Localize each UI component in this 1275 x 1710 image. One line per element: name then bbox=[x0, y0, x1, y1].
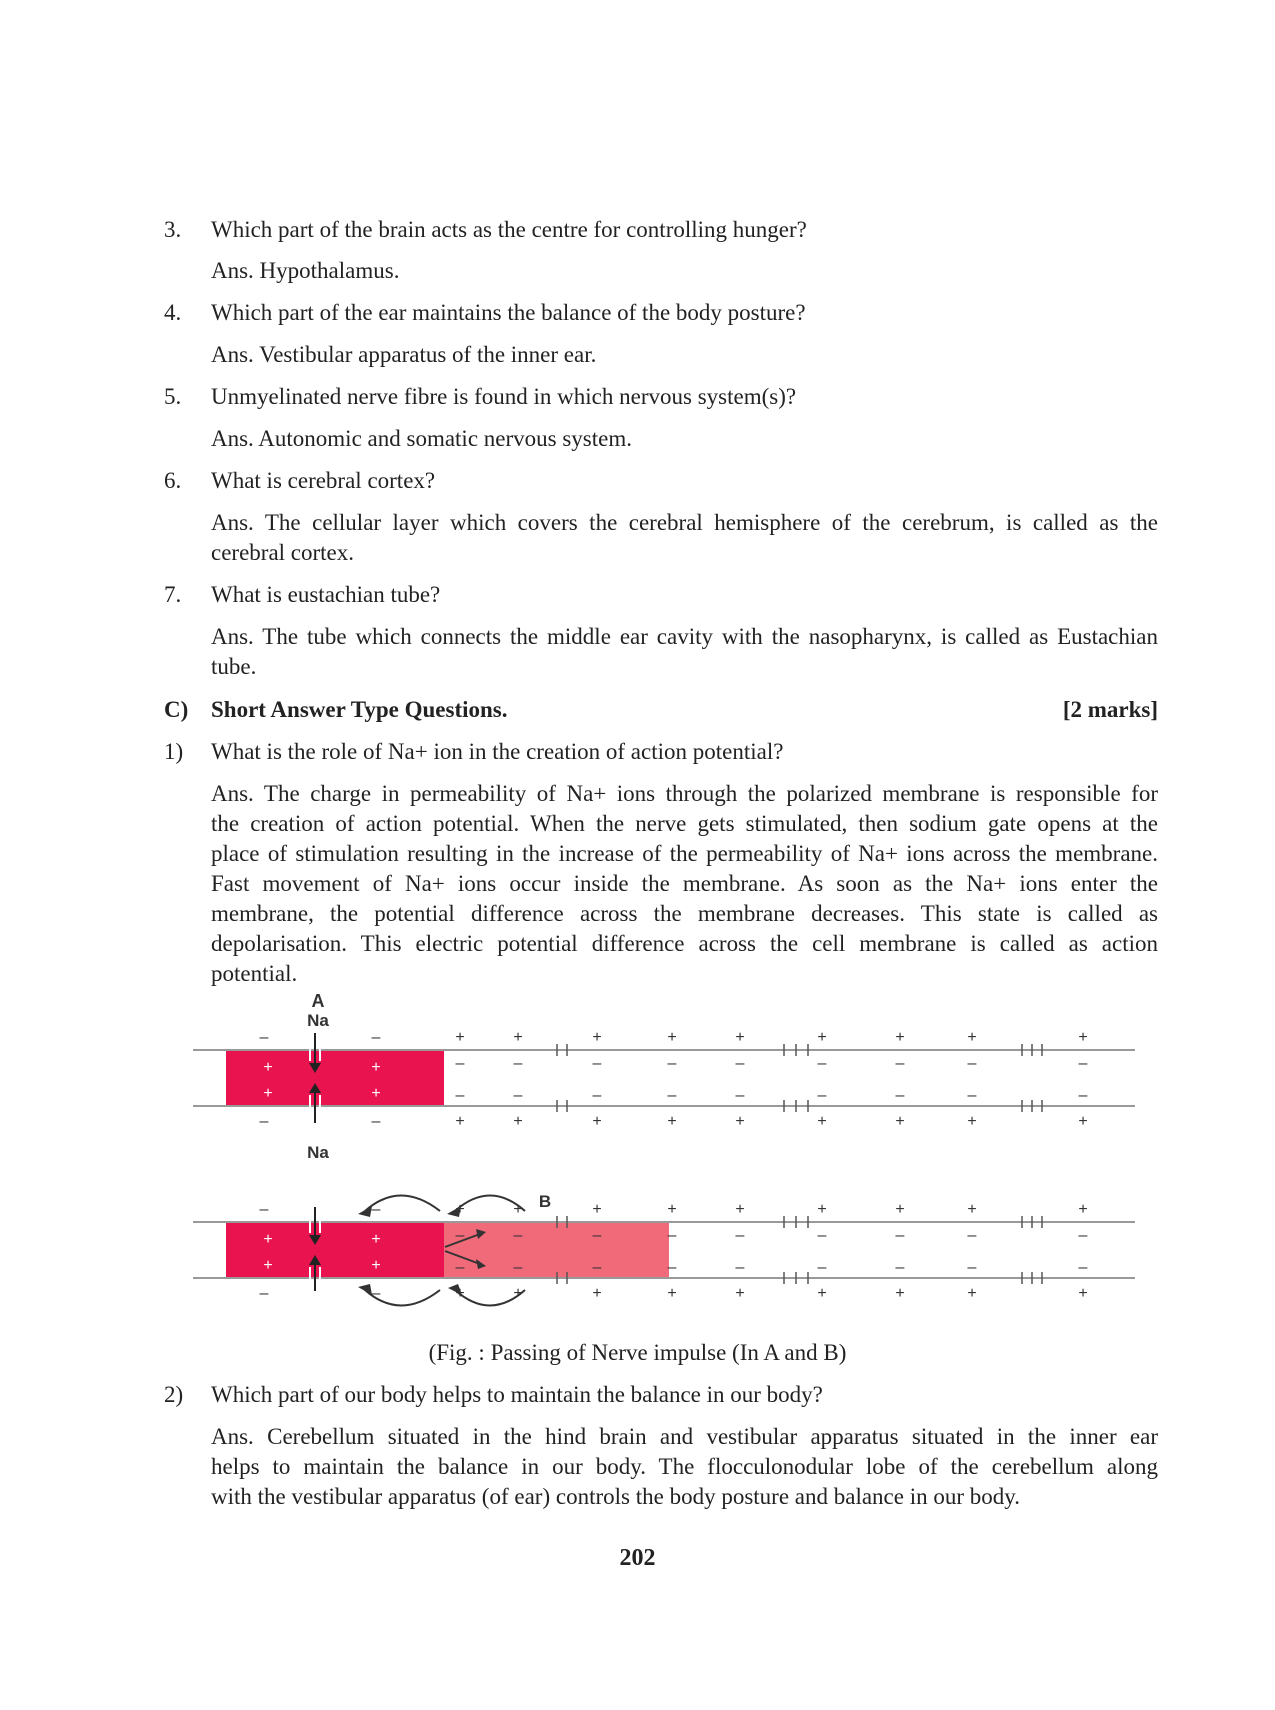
minus-sign: – bbox=[259, 1201, 269, 1218]
plus-sign: + bbox=[1078, 1029, 1088, 1046]
minus-sign: – bbox=[513, 1227, 523, 1244]
plus-sign: + bbox=[735, 1113, 745, 1130]
figure-caption: (Fig. : Passing of Nerve impulse (In A and B) bbox=[428, 1340, 847, 1365]
plus-sign: + bbox=[1078, 1285, 1088, 1302]
minus-sign: – bbox=[592, 1227, 602, 1244]
question-text: Unmyelinated nerve fibre is found in which nervous system(s)? bbox=[211, 384, 797, 409]
minus-sign: – bbox=[592, 1259, 602, 1276]
minus-sign: – bbox=[895, 1087, 905, 1104]
depolarized-region-b bbox=[226, 1222, 444, 1278]
figure-part-b bbox=[193, 1192, 1135, 1306]
plus-sign: + bbox=[895, 1113, 905, 1130]
minus-sign: – bbox=[592, 1055, 602, 1072]
answer-line: membrane, the potential difference across the membrane decreases. This state is called as bbox=[211, 901, 1158, 926]
question-text: Which part of the brain acts as the centre for controlling hunger? bbox=[211, 217, 807, 242]
minus-sign: – bbox=[967, 1055, 977, 1072]
plus-sign: + bbox=[1078, 1113, 1088, 1130]
plus-sign: + bbox=[455, 1201, 465, 1218]
nerve-impulse-figure bbox=[0, 985, 1275, 1335]
question-text: What is cerebral cortex? bbox=[211, 468, 436, 493]
question-text: What is the role of Na+ ion in the creation of action potential? bbox=[211, 739, 784, 764]
label-na-bottom: Na bbox=[307, 1143, 329, 1162]
minus-sign: – bbox=[455, 1055, 465, 1072]
plus-sign: + bbox=[371, 1085, 381, 1102]
plus-sign: + bbox=[513, 1029, 523, 1046]
section-title: Short Answer Type Questions. bbox=[211, 697, 508, 722]
answer-line: Ans. Hypothalamus. bbox=[211, 258, 400, 283]
minus-sign: – bbox=[667, 1087, 677, 1104]
answer-line: place of stimulation resulting in the increase of the permeability of Na+ ions across the membrane. bbox=[211, 841, 1158, 866]
plus-sign: + bbox=[967, 1113, 977, 1130]
page-number: 202 bbox=[619, 1545, 656, 1571]
answer-line: Fast movement of Na+ ions occur inside the membrane. As soon as the Na+ ions enter the bbox=[211, 871, 1158, 896]
minus-sign: – bbox=[735, 1087, 745, 1104]
minus-sign: – bbox=[1078, 1055, 1088, 1072]
plus-sign: + bbox=[735, 1285, 745, 1302]
question-number: 5. bbox=[164, 384, 182, 409]
plus-sign: + bbox=[592, 1113, 602, 1130]
minus-sign: – bbox=[455, 1227, 465, 1244]
answer-4 bbox=[211, 340, 1158, 370]
minus-sign: – bbox=[371, 1285, 381, 1302]
answer-line: Ans. Vestibular apparatus of the inner ear. bbox=[211, 342, 597, 367]
plus-sign: + bbox=[592, 1285, 602, 1302]
short-answer-1 bbox=[211, 779, 1158, 989]
minus-sign: – bbox=[371, 1029, 381, 1046]
plus-sign: + bbox=[1078, 1201, 1088, 1218]
minus-sign: – bbox=[259, 1029, 269, 1046]
plus-sign: + bbox=[263, 1231, 273, 1248]
minus-sign: – bbox=[735, 1055, 745, 1072]
answer-line: potential. bbox=[211, 961, 298, 986]
minus-sign: – bbox=[592, 1087, 602, 1104]
figure-part-a bbox=[193, 991, 1135, 1162]
answer-line: Ans. The charge in permeability of Na+ ions through the polarized membrane is responsible for bbox=[211, 781, 1158, 806]
question-text: Which part of the ear maintains the balance of the body posture? bbox=[211, 300, 806, 325]
question-text: What is eustachian tube? bbox=[211, 582, 441, 607]
plus-sign: + bbox=[513, 1201, 523, 1218]
minus-sign: – bbox=[817, 1087, 827, 1104]
minus-sign: – bbox=[455, 1087, 465, 1104]
depolarized-region-a bbox=[226, 1050, 444, 1106]
answer-line: the creation of action potential. When the nerve gets stimulated, then sodium gate opens at the bbox=[211, 811, 1158, 836]
plus-sign: + bbox=[667, 1029, 677, 1046]
answer-line: with the vestibular apparatus (of ear) controls the body posture and balance in our body. bbox=[211, 1484, 1021, 1509]
minus-sign: – bbox=[667, 1227, 677, 1244]
minus-sign: – bbox=[817, 1259, 827, 1276]
minus-sign: – bbox=[1078, 1259, 1088, 1276]
minus-sign: – bbox=[371, 1201, 381, 1218]
answer-3 bbox=[211, 256, 1158, 286]
answer-6 bbox=[211, 508, 1158, 568]
question-number: 2) bbox=[164, 1382, 184, 1407]
answer-line: tube. bbox=[211, 654, 257, 679]
minus-sign: – bbox=[259, 1285, 269, 1302]
question-number: 4. bbox=[164, 300, 182, 325]
answer-7 bbox=[211, 622, 1158, 682]
answer-line: Ans. The cellular layer which covers the cerebral hemisphere of the cerebrum, is called as the bbox=[211, 510, 1158, 535]
plus-sign: + bbox=[263, 1059, 273, 1076]
minus-sign: – bbox=[667, 1259, 677, 1276]
minus-sign: – bbox=[513, 1087, 523, 1104]
plus-sign: + bbox=[667, 1201, 677, 1218]
minus-sign: – bbox=[371, 1113, 381, 1130]
question-number: 1) bbox=[164, 739, 184, 764]
plus-sign: + bbox=[263, 1257, 273, 1274]
minus-sign: – bbox=[967, 1087, 977, 1104]
minus-sign: – bbox=[895, 1055, 905, 1072]
plus-sign: + bbox=[667, 1113, 677, 1130]
minus-sign: – bbox=[735, 1227, 745, 1244]
plus-sign: + bbox=[817, 1029, 827, 1046]
plus-sign: + bbox=[592, 1029, 602, 1046]
plus-sign: + bbox=[735, 1029, 745, 1046]
plus-sign: + bbox=[455, 1285, 465, 1302]
minus-sign: – bbox=[895, 1227, 905, 1244]
plus-sign: + bbox=[967, 1285, 977, 1302]
answer-line: Ans. The tube which connects the middle ear cavity with the nasopharynx, is called as Eustachian bbox=[211, 624, 1158, 649]
minus-sign: – bbox=[817, 1227, 827, 1244]
question-number: 3. bbox=[164, 217, 182, 242]
label-b: B bbox=[538, 1192, 552, 1211]
plus-sign: + bbox=[667, 1285, 677, 1302]
answer-line: depolarisation. This electric potential difference across the cell membrane is called as action bbox=[211, 931, 1158, 956]
plus-sign: + bbox=[371, 1257, 381, 1274]
minus-sign: – bbox=[513, 1055, 523, 1072]
question-number: 7. bbox=[164, 582, 182, 607]
section-label: C) bbox=[164, 697, 189, 722]
minus-sign: – bbox=[259, 1113, 269, 1130]
plus-sign: + bbox=[371, 1231, 381, 1248]
minus-sign: – bbox=[967, 1259, 977, 1276]
plus-sign: + bbox=[817, 1285, 827, 1302]
minus-sign: – bbox=[667, 1055, 677, 1072]
plus-sign: + bbox=[455, 1029, 465, 1046]
section-marks: [2 marks] bbox=[1062, 697, 1158, 722]
plus-sign: + bbox=[895, 1029, 905, 1046]
minus-sign: – bbox=[735, 1259, 745, 1276]
plus-sign: + bbox=[455, 1113, 465, 1130]
answer-line: helps to maintain the balance in our body. The flocculonodular lobe of the cerebellum along bbox=[211, 1454, 1158, 1479]
minus-sign: – bbox=[455, 1259, 465, 1276]
answer-5 bbox=[211, 424, 1158, 454]
plus-sign: + bbox=[967, 1201, 977, 1218]
plus-sign: + bbox=[371, 1059, 381, 1076]
minus-sign: – bbox=[967, 1227, 977, 1244]
label-na-top: Na bbox=[307, 1011, 329, 1030]
plus-sign: + bbox=[735, 1201, 745, 1218]
plus-sign: + bbox=[263, 1085, 273, 1102]
answer-line: cerebral cortex. bbox=[211, 540, 355, 565]
label-a: A bbox=[311, 991, 325, 1011]
plus-sign: + bbox=[592, 1201, 602, 1218]
plus-sign: + bbox=[817, 1113, 827, 1130]
question-text: Which part of our body helps to maintain the balance in our body? bbox=[211, 1382, 823, 1407]
answer-line: Ans. Cerebellum situated in the hind brain and vestibular apparatus situated in the inner ear bbox=[211, 1424, 1158, 1449]
minus-sign: – bbox=[895, 1259, 905, 1276]
plus-sign: + bbox=[895, 1201, 905, 1218]
plus-sign: + bbox=[817, 1201, 827, 1218]
plus-sign: + bbox=[895, 1285, 905, 1302]
minus-sign: – bbox=[513, 1259, 523, 1276]
minus-sign: – bbox=[1078, 1227, 1088, 1244]
question-number: 6. bbox=[164, 468, 182, 493]
plus-sign: + bbox=[513, 1113, 523, 1130]
plus-sign: + bbox=[967, 1029, 977, 1046]
plus-sign: + bbox=[513, 1285, 523, 1302]
minus-sign: – bbox=[1078, 1087, 1088, 1104]
answer-line: Ans. Autonomic and somatic nervous system. bbox=[211, 426, 632, 451]
minus-sign: – bbox=[817, 1055, 827, 1072]
short-answer-2 bbox=[211, 1422, 1158, 1512]
